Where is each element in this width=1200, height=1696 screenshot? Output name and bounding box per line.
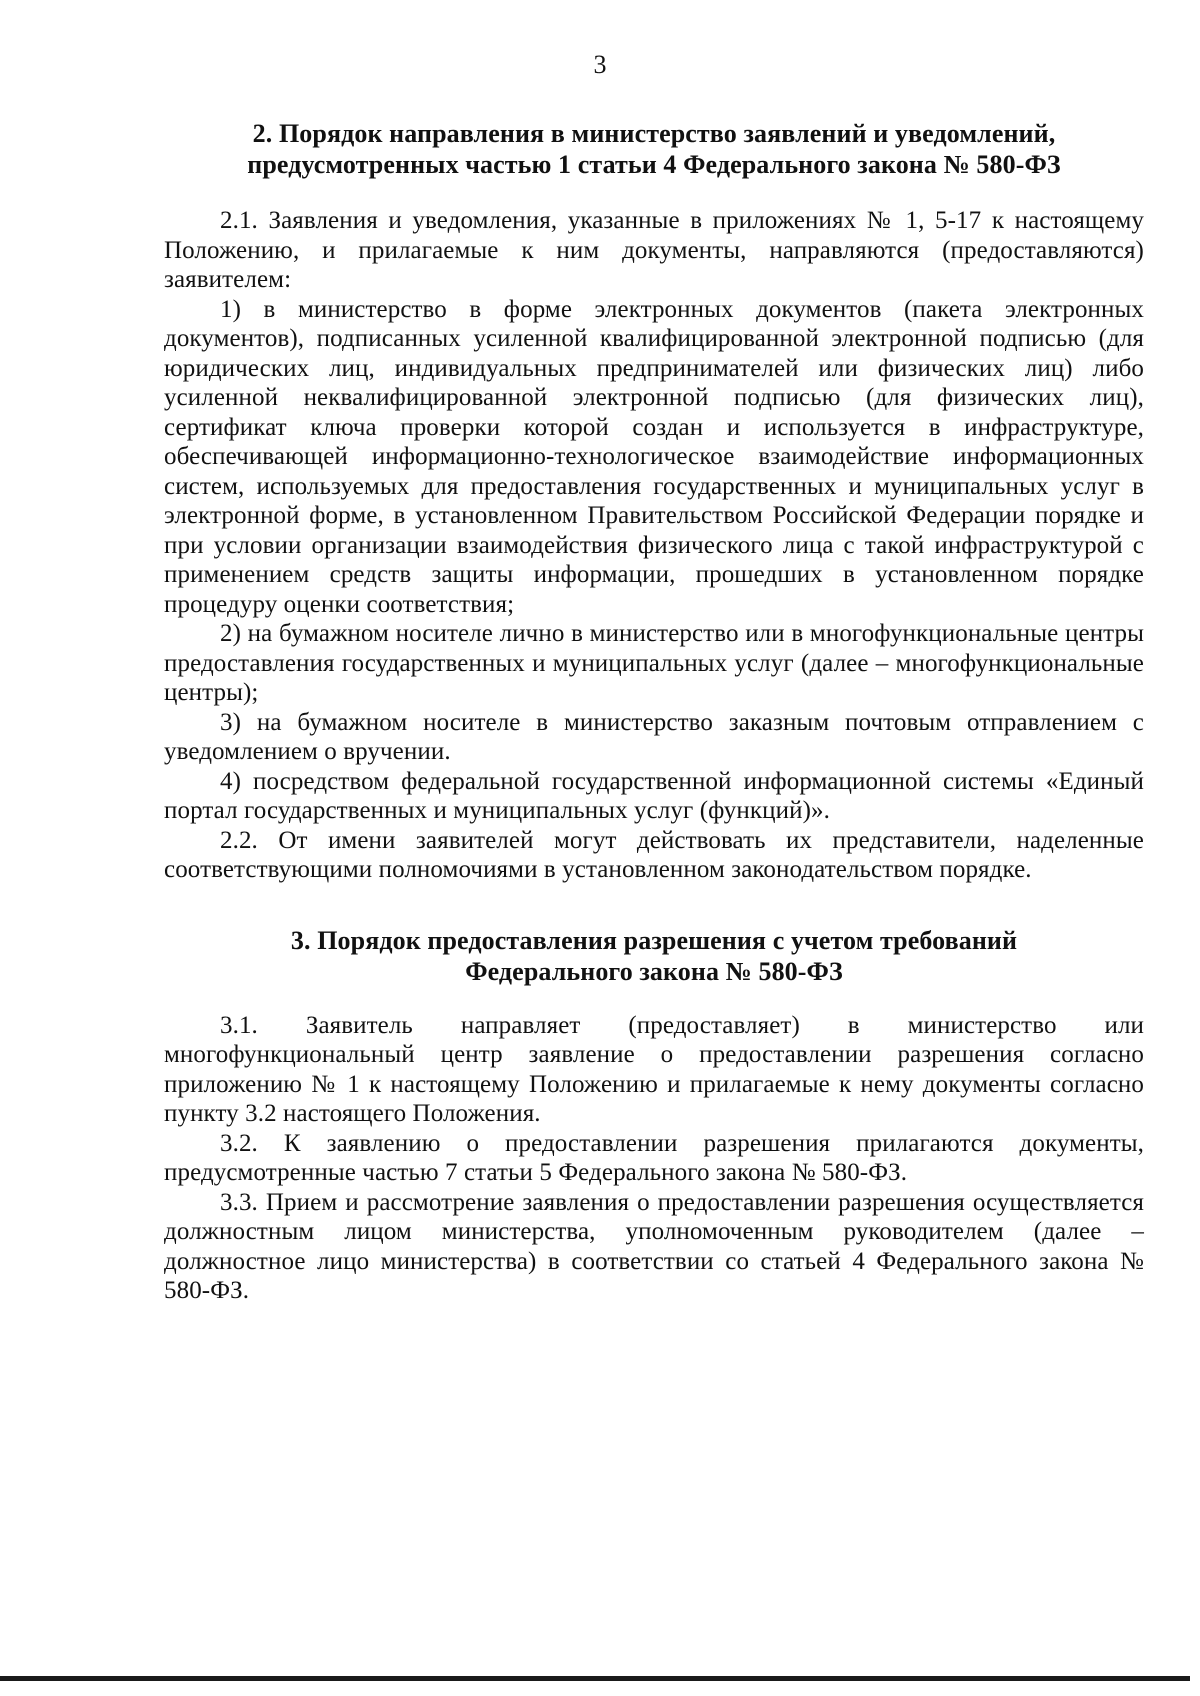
page-number: 3 bbox=[593, 50, 607, 79]
paragraph-3-3: 3.3. Прием и рассмотрение заявления о предоставлении разрешения осуществляется должностным лицом министерства, уполномоченным руководителем (далее – должностное лицо министерства) в соответствии со статьей 4 Федерального закона № 580-ФЗ. bbox=[164, 1188, 1144, 1304]
bottom-scan-rule bbox=[0, 1676, 1190, 1681]
document-body bbox=[164, 118, 1144, 1306]
paragraph-2-1-item-1: 1) в министерство в форме электронных документов (пакета электронных документов), подписанных усиленной квалифицированной электронной подписью (для юридических лиц, индивидуальных предпринимателей или физических лиц) либо усиленной неквалифицированной электронной подписью (для физических лиц), сертификат ключа проверки которой создан и используется в инфраструктуре, обеспечивающей информационно-технологическое взаимодействие информационных систем, используемых для предоставления государственных и муниципальных услуг в электронной форме, в установленном Правительством Российской Федерации порядке и при условии организации взаимодействия физического лица с такой инфраструктурой с применением средств защиты информации, прошедших в установленном порядке процедуру оценки соответствия; bbox=[164, 295, 1144, 618]
section-3-heading: 3. Порядок предоставления разрешения с учетом требований Федерального закона № 580-ФЗ bbox=[290, 925, 1018, 986]
paragraph-2-1-item-3: 3) на бумажном носителе в министерство заказным почтовым отправлением с уведомлением о вручении. bbox=[164, 708, 1144, 765]
paragraph-3-2: 3.2. К заявлению о предоставлении разрешения прилагаются документы, предусмотренные частью 7 статьи 5 Федерального закона № 580-ФЗ. bbox=[164, 1129, 1144, 1186]
paragraph-2-1-item-4: 4) посредством федеральной государственной информационной системы «Единый портал государственных и муниципальных услуг (функций)». bbox=[164, 767, 1144, 824]
paragraph-2-2: 2.2. От имени заявителей могут действовать их представители, наделенные соответствующими полномочиями в установленном законодательством порядке. bbox=[164, 826, 1144, 883]
paragraph-2-1: 2.1. Заявления и уведомления, указанные в приложениях № 1, 5-17 к настоящему Положению, и прилагаемые к ним документы, направляются (предоставляются) заявителем: bbox=[164, 207, 1144, 293]
section-2-heading: 2. Порядок направления в министерство заявлений и уведомлений, предусмотренных частью 1 статьи 4 Федерального закона № 580-ФЗ bbox=[247, 119, 1061, 179]
paragraph-2-1-item-2: 2) на бумажном носителе лично в министерство или в многофункциональные центры предоставления государственных и муниципальных услуг (далее – многофункциональные центры); bbox=[164, 620, 1144, 706]
paragraph-3-1: 3.1. Заявитель направляет (предоставляет) в министерство или многофункциональный центр заявление о предоставлении разрешения согласно приложению № 1 к настоящему Положению и прилагаемые к нему документы согласно пункту 3.2 настоящего Положения. bbox=[164, 1011, 1144, 1127]
